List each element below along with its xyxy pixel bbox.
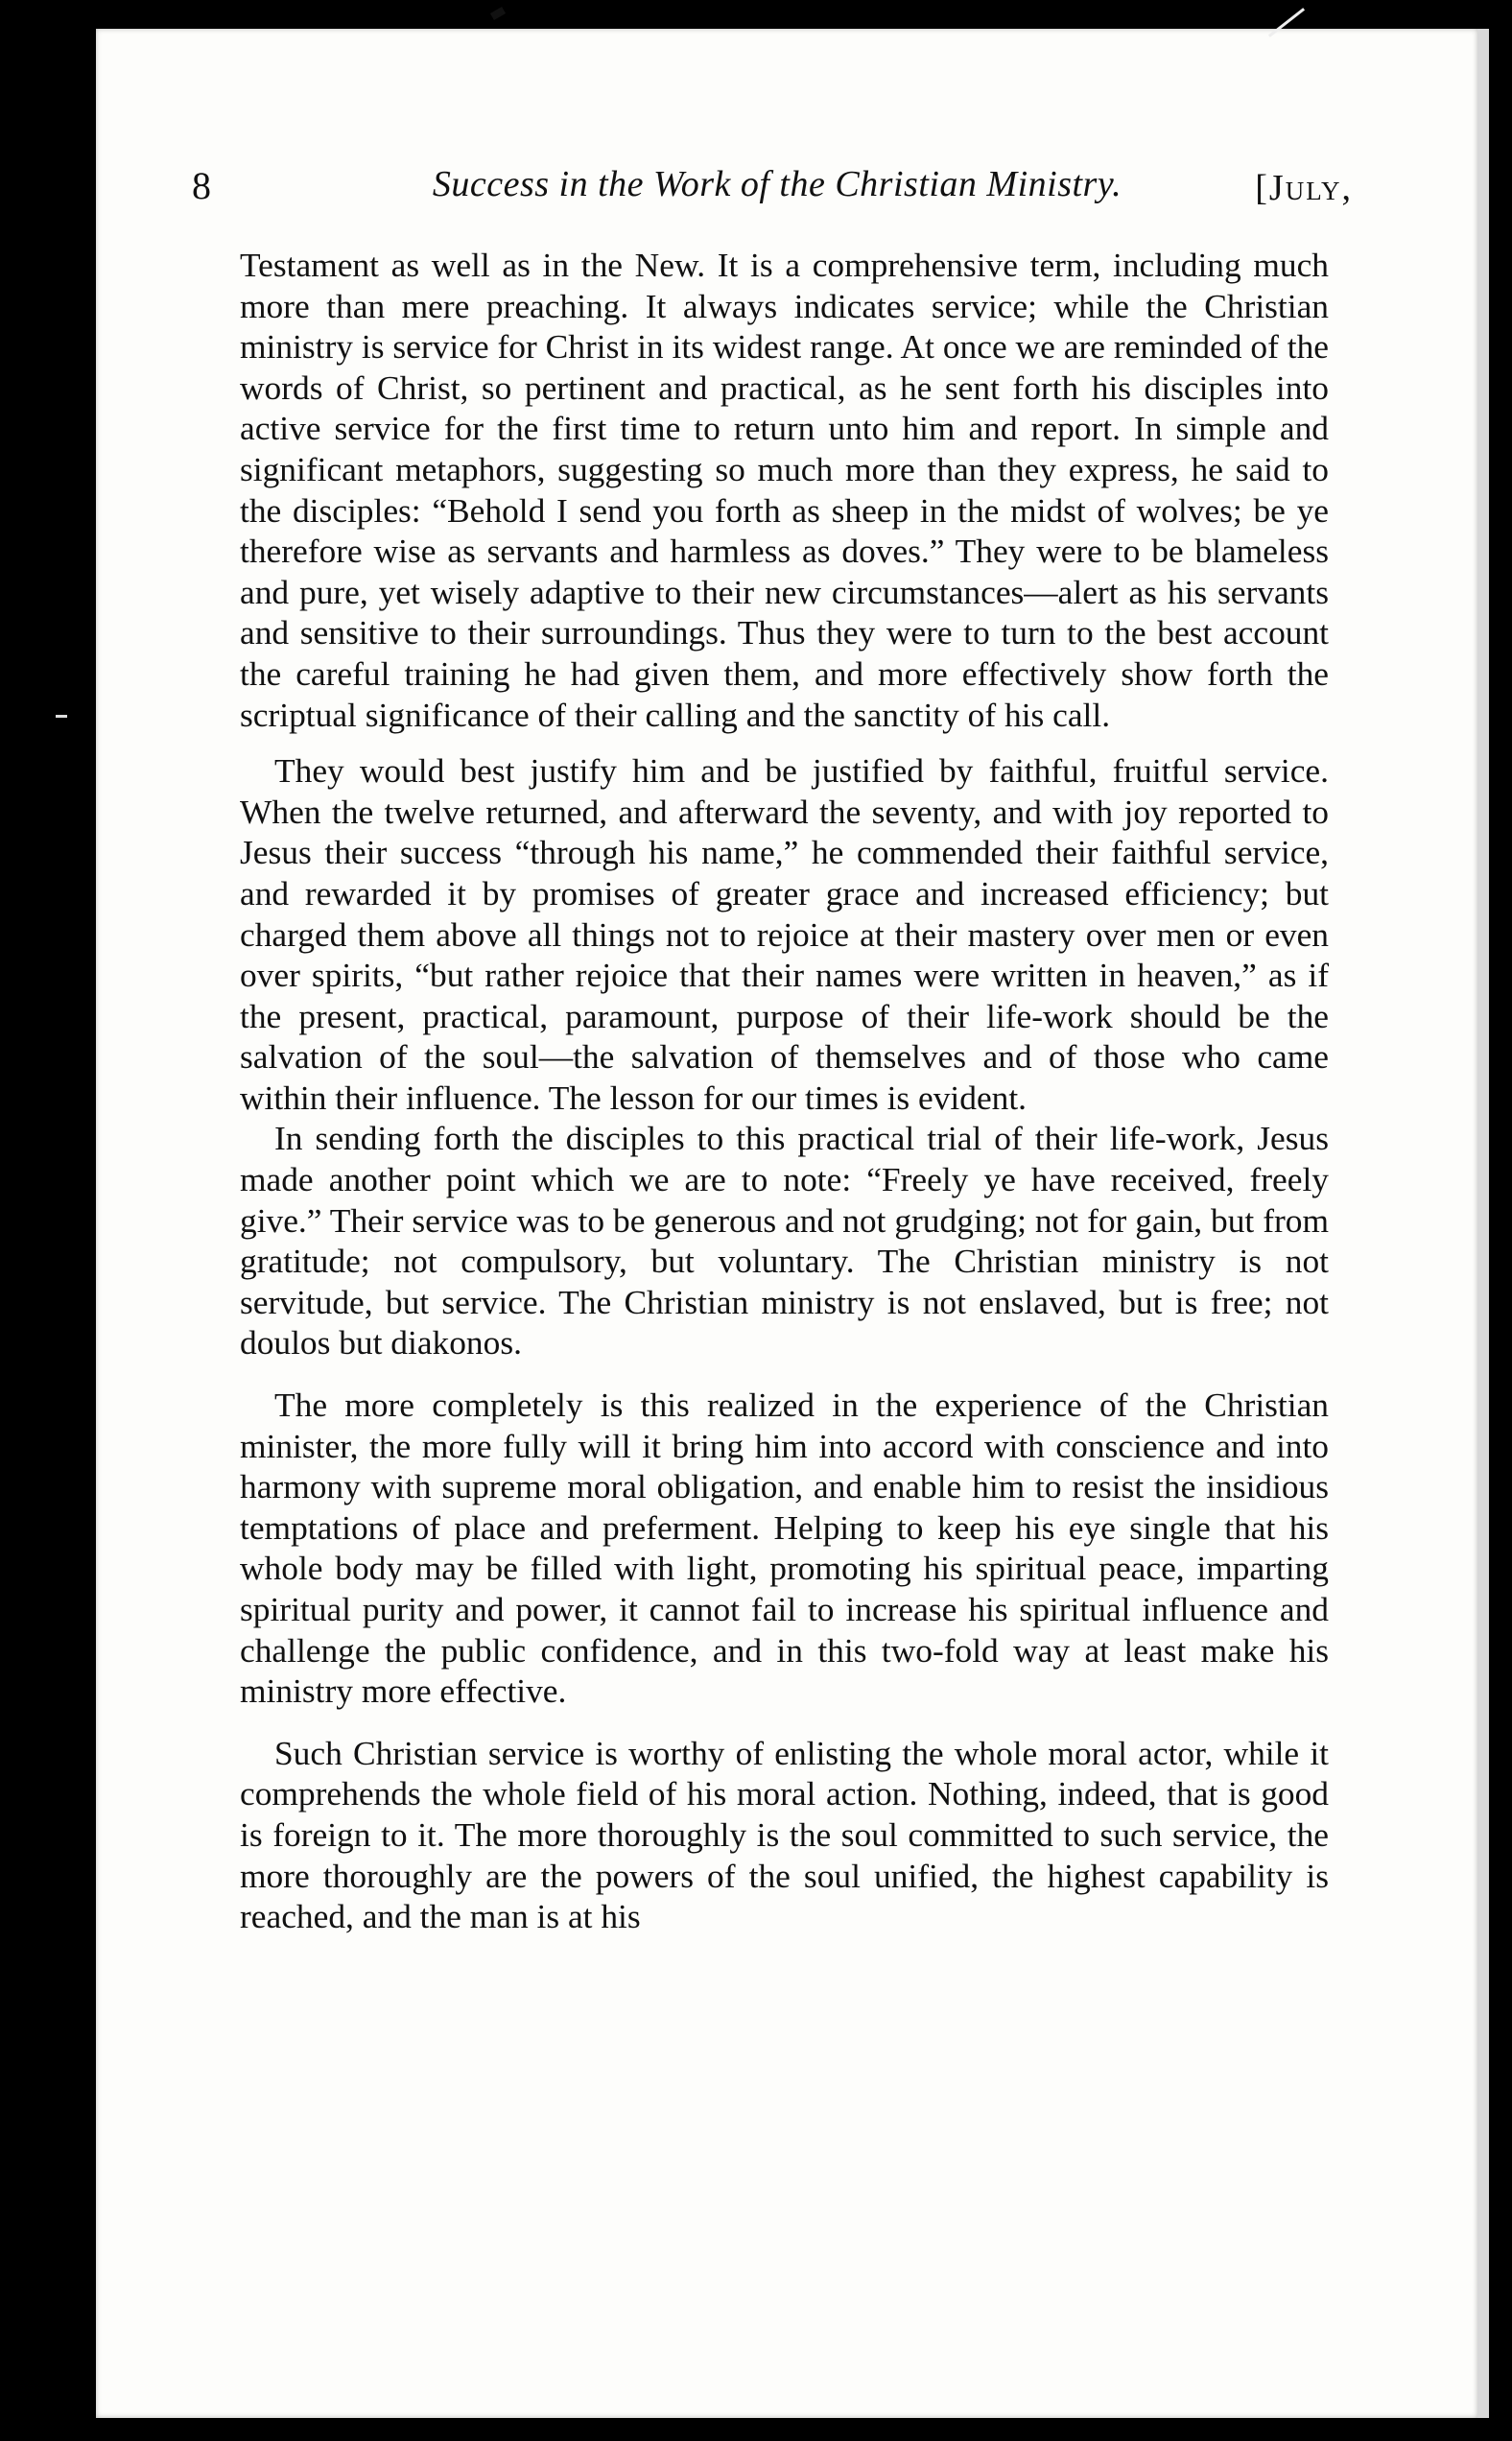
paragraph-2: They would best justify him and be justified by faithful, fruitful service. When the twelve returned, and afterward the seventy, and with joy reported to Jesus their success “through his name,” he commended their faithful service, and rewarded it by promises of greater grace and increased efficiency; but charged them above all things not to rejoice at their mastery over men or even over spirits, “but rather rejoice that their names were written in heaven,” as if the present, practical, paramount, purpose of their life-work should be the salvation of the soul—the salvation of themselves and of those who came within their influence. The lesson for our times is evident. — [240, 751, 1329, 1117]
paragraph-5: Such Christian service is worthy of enlisting the whole moral actor, while it comprehends the whole field of his moral action. Nothing, indeed, that is good is foreign to it. The more thoroughly is the soul committed to such service, the more thoroughly are the powers of the soul unified, the highest capability is reached, and the man is at his — [240, 1733, 1329, 1936]
page-edge — [1477, 29, 1489, 2418]
page-number: 8 — [192, 164, 211, 207]
running-date: [July, — [1255, 168, 1353, 208]
paragraph-4: The more completely is this realized in the experience of the Christian minister, the more fully will it bring him into accord with conscience and into harmony with supreme moral obligation, and enable him to resist the insidious temptations of place and preferment. Helping to keep his eye single that his whole body may be filled with light, promoting his spiritual peace, imparting spiritual purity and power, it cannot fail to increase his spiritual influence and challenge the public confidence, and in this two-fold way at least make his ministry more effective. — [240, 1386, 1329, 1711]
running-title: Success in the Work of the Christian Ministry. — [432, 164, 1122, 204]
scan-mark — [490, 7, 506, 20]
paragraph-1: Testament as well as in the New. It is a comprehensive term, including much more than mere preaching. It always indicates service; while the Christian ministry is service for Christ in its widest range. At once we are reminded of the words of Christ, so pertinent and practical, as he sent forth his disciples into active service for the first time to return unto him and report. In simple and significant metaphors, suggesting so much more than they express, he said to the disciples: “Behold I send you forth as sheep in the midst of wolves; be ye therefore wise as servants and harmless as doves.” They were to be blameless and pure, yet wisely adaptive to their new circumstances—alert as his servants and sensitive to their surroundings. Thus they were to turn to the best account the careful training he had given them, and more effectively show forth the scriptual significance of their calling and the sanctity of his call. — [240, 246, 1329, 734]
body-text — [240, 245, 1329, 1937]
paragraph-3: In sending forth the disciples to this practical trial of their life-work, Jesus made another point which we are to note: “Freely ye have received, freely give.” Their service was to be generous and not grudging; not for gain, but from gratitude; not compulsory, but voluntary. The Christian ministry is not servitude, but service. The Christian ministry is not enslaved, but is free; not doulos but diakonos. — [240, 1119, 1329, 1363]
running-head — [192, 154, 1353, 221]
scan-mark — [56, 715, 67, 718]
